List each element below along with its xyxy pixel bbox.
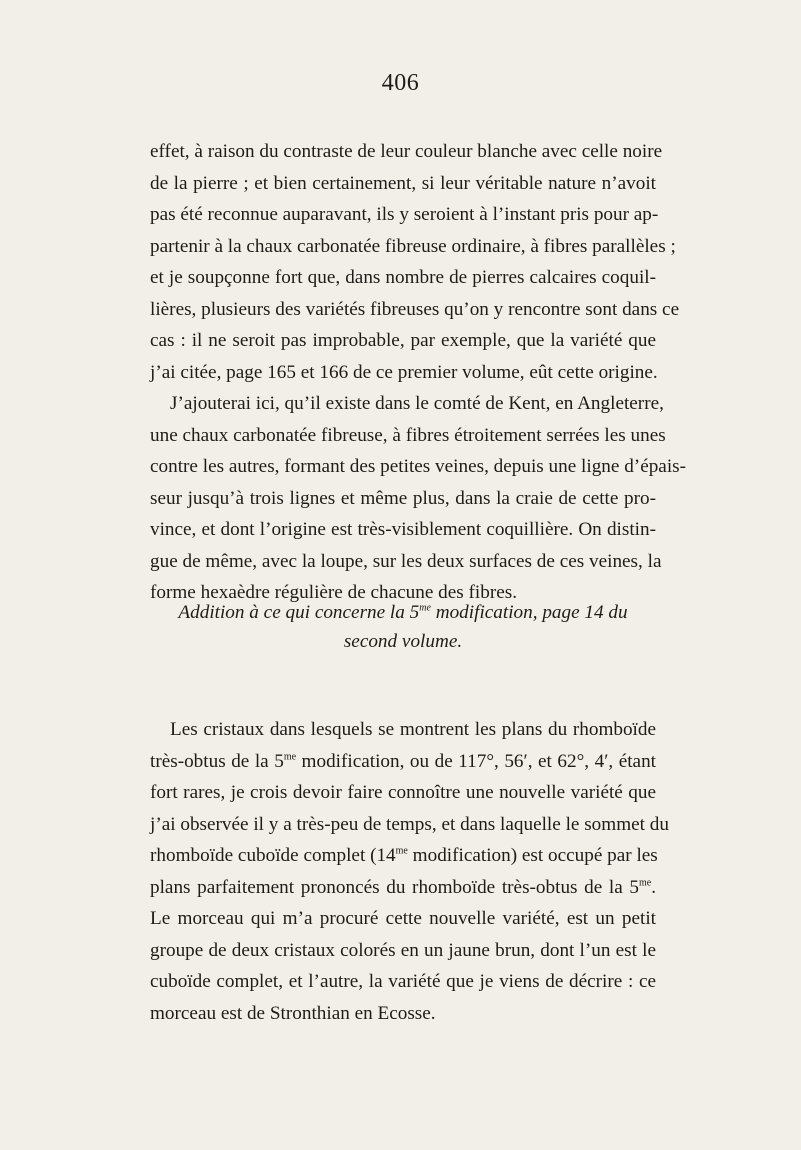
- paragraph-1-line: J’ajouterai ici, qu’il existe dans le comté de Kent, en Angleterre,: [170, 393, 664, 414]
- paragraph-1-line: cas : il ne seroit pas improbable, par exemple, que la variété que: [150, 330, 656, 351]
- paragraph-1-line: une chaux carbonatée fibreuse, à fibres étroitement serrées les unes: [150, 424, 666, 446]
- section-heading-line-1: Addition à ce qui concerne la $5^{me}$ modification, page 14 du: [178, 602, 628, 623]
- paragraph-1-line: seur jusqu’à trois lignes et même plus, dans la craie de cette pro-: [150, 487, 656, 509]
- paragraph-1-line: lières, plusieurs des variétés fibreuses qu’on y rencontre sont dans ce: [150, 298, 680, 320]
- paragraph-1-line: et je soupçonne fort que, dans nombre de pierres calcaires coquil-: [150, 267, 656, 288]
- paragraph-1-line: effet, à raison du contraste de leur couleur blanche avec celle noire: [150, 141, 663, 162]
- paragraph-2-line: groupe de deux cristaux colorés en un jaune brun, dont l’un est le: [150, 939, 656, 961]
- paragraph-1-line: forme hexaèdre régulière de chacune des fibres.: [150, 582, 518, 603]
- page-number: 406: [381, 70, 420, 96]
- section-heading-line-2: second volume.: [343, 631, 463, 652]
- paragraph-1-line: partenir à la chaux carbonatée fibreuse ordinaire, à fibres parallèles ;: [150, 235, 676, 257]
- paragraph-2-line: rhomboïde cuboïde complet ($14^{me}$ modification) est occupé par les: [150, 845, 658, 866]
- paragraph-1: [150, 136, 687, 609]
- paragraph-2-line: Le morceau qui m’a procuré cette nouvelle variété, est un petit: [150, 908, 656, 929]
- paragraph-1-line: de la pierre ; et bien certainement, si leur véritable nature n’avoit: [150, 172, 656, 194]
- paragraph-1-line: contre les autres, formant des petites veines, depuis une ligne d’épais-: [150, 456, 687, 477]
- paragraph-2-line: Les cristaux dans lesquels se montrent les plans du rhomboïde: [170, 719, 656, 740]
- paragraph-1-line: pas été reconnue auparavant, ils y seroient à l’instant pris pour ap-: [150, 204, 659, 225]
- paragraph-2-line: plans parfaitement prononcés du rhomboïde très-obtus de la $5^{me}$.: [150, 876, 656, 898]
- paragraph-2: [150, 714, 669, 1029]
- paragraph-1-line: vince, et dont l’origine est très-visiblement coquillière. On distin-: [150, 519, 656, 540]
- paragraph-1-line: j’ai citée, page 165 et 166 de ce premier volume, eût cette origine.: [150, 361, 658, 383]
- paragraph-1-line: gue de même, avec la loupe, sur les deux surfaces de ces veines, la: [150, 550, 662, 572]
- paragraph-2-line: très-obtus de la $5^{me}$ modification, ou de 117°, 56′, et 62°, 4′, étant: [150, 750, 656, 772]
- paragraph-2-line: fort rares, je crois devoir faire connoître une nouvelle variété que: [150, 782, 656, 803]
- section-heading: [150, 598, 656, 656]
- paragraph-2-line: morceau est de Stronthian en Ecosse.: [150, 1002, 436, 1024]
- paragraph-2-line: j’ai observée il y a très-peu de temps, et dans laquelle le sommet du: [150, 813, 669, 835]
- paragraph-2-line: cuboïde complet, et l’autre, la variété que je viens de décrire : ce: [150, 971, 656, 992]
